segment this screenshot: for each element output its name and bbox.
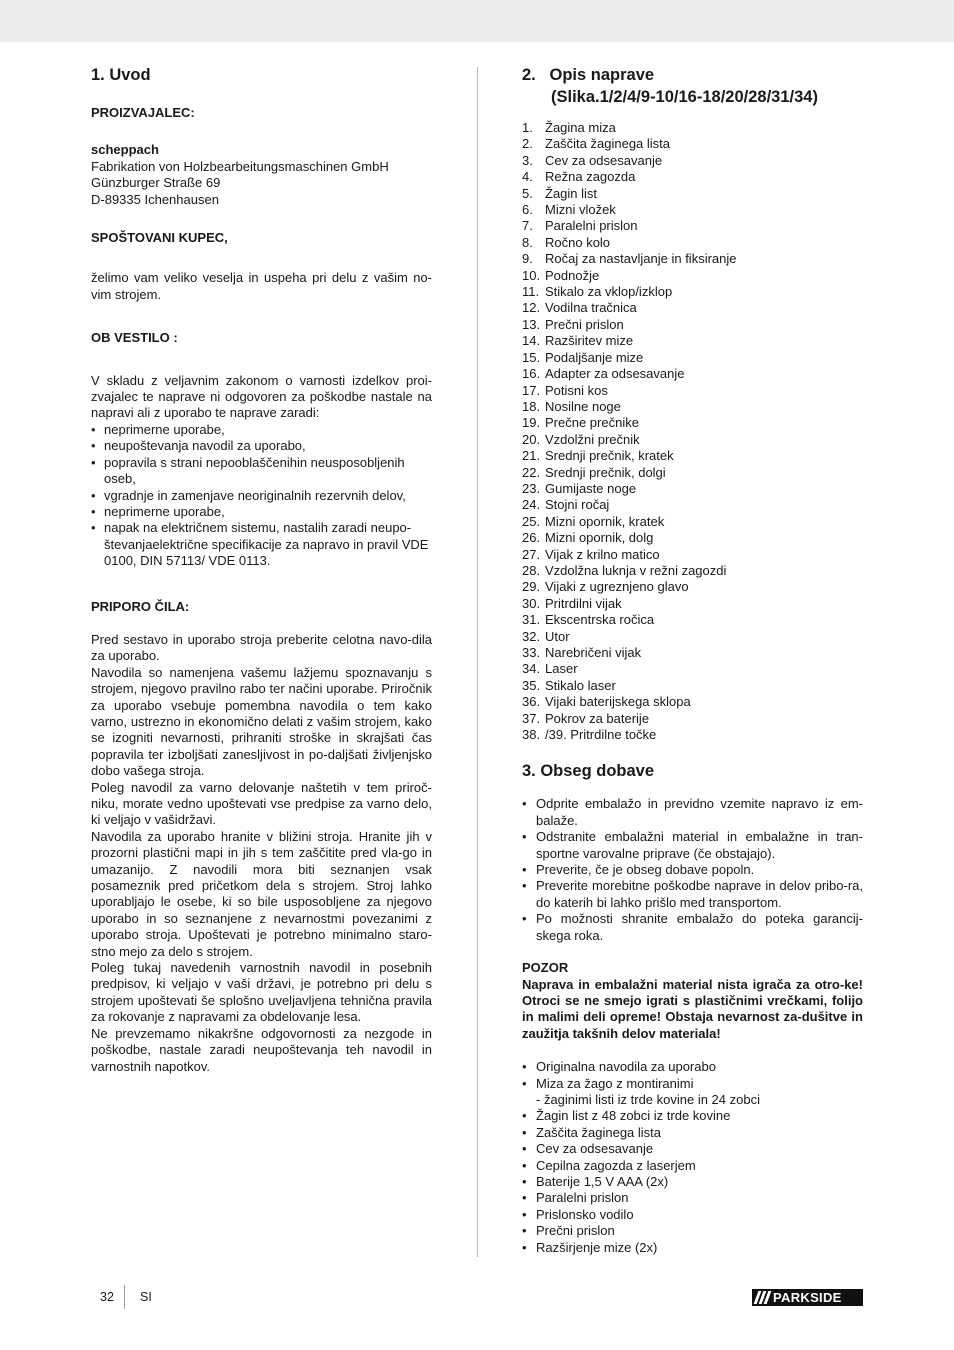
list-item: • Odprite embalažo in previdno vzemite napravo iz em-balaže. bbox=[522, 796, 863, 829]
part-item bbox=[522, 514, 863, 530]
part-label: Vodilna tračnica bbox=[545, 300, 637, 316]
part-number: 13. bbox=[522, 316, 541, 332]
page-footer bbox=[0, 1285, 954, 1311]
left-column bbox=[91, 64, 432, 1075]
part-label: Stikalo za vklop/izklop bbox=[545, 284, 673, 300]
unpacking-steps bbox=[522, 796, 863, 944]
part-number: 28. bbox=[522, 562, 541, 578]
liability-list bbox=[91, 422, 432, 570]
part-number: 4. bbox=[522, 169, 533, 185]
part-number: 29. bbox=[522, 579, 541, 595]
part-number: 11. bbox=[522, 284, 540, 300]
list-item: • Zaščita žaginega lista bbox=[522, 1125, 863, 1141]
section-heading-intro: 1. Uvod bbox=[91, 66, 151, 84]
part-item bbox=[522, 579, 863, 595]
list-item: • Prislonsko vodilo bbox=[522, 1207, 863, 1223]
part-label: Pokrov za baterije bbox=[545, 710, 650, 726]
part-item bbox=[522, 186, 863, 202]
part-label: Pritrdilni vijak bbox=[545, 595, 622, 611]
part-number: 8. bbox=[522, 234, 533, 250]
right-column bbox=[522, 64, 863, 1256]
part-label: Mizni opornik, kratek bbox=[545, 513, 665, 529]
list-item: • Žagin list z 48 zobci iz trde kovine bbox=[522, 1108, 863, 1124]
part-number: 38. bbox=[522, 727, 541, 743]
list-item: • popravila s strani nepooblaščenihin neusposobljenih oseb, bbox=[91, 455, 432, 488]
part-label: Vijaki z ugreznjeno glavo bbox=[545, 579, 689, 595]
part-label: Ročno kolo bbox=[545, 234, 611, 250]
part-item bbox=[522, 678, 863, 694]
part-number: 34. bbox=[522, 661, 541, 677]
part-label: Mizni vložek bbox=[545, 202, 616, 218]
part-item bbox=[522, 563, 863, 579]
part-item bbox=[522, 383, 863, 399]
paragraph: Pred sestavo in uporabo stroja preberite celotna navo-dila za uporabo. bbox=[91, 631, 432, 664]
part-label: Stikalo laser bbox=[545, 677, 616, 693]
part-item bbox=[522, 645, 863, 661]
part-item bbox=[522, 333, 863, 349]
part-item bbox=[522, 694, 863, 710]
part-item bbox=[522, 711, 863, 727]
list-item: • vgradnje in zamenjave neoriginalnih rezervnih delov, bbox=[91, 488, 432, 504]
logo-stripes-icon bbox=[756, 1291, 769, 1304]
list-item: • Preverite morebitne poškodbe naprave in delov pribo-ra, do katerih bi lahko prišlo med transportom. bbox=[522, 878, 863, 911]
part-label: Nosilne noge bbox=[545, 398, 621, 414]
part-label: Narebričeni vijak bbox=[545, 645, 642, 660]
list-item-text: Miza za žago z montiranimi bbox=[536, 1075, 694, 1091]
part-number: 33. bbox=[522, 645, 541, 660]
part-number: 25. bbox=[522, 513, 541, 529]
part-item bbox=[522, 169, 863, 185]
part-item bbox=[522, 300, 863, 316]
list-item: • Cepilna zagozda z laserjem bbox=[522, 1158, 863, 1174]
part-label: Cev za odsesavanje bbox=[545, 152, 663, 168]
paragraph: Navodila so namenjena vašemu lažjemu spoznavanju s strojem, njegovo pravilno rabo ter načini uporabe. Priročnik za uporabo vsebuje pomembna navodila o tem kako varno, ustrezno in ekonomično delati z vašim strojem, kako se izogniti nevarnosti, prihraniti stroške in skrajšati čas popravila ter izboljšati zanesljivost in po-daljšati življenjsko dobo vašega stroja. bbox=[91, 664, 432, 779]
part-number: 17. bbox=[522, 382, 541, 398]
greeting-text: želimo vam veliko veselja in uspeha pri delu z vašim no-vim strojem. bbox=[91, 270, 432, 302]
brand-name: PARKSIDE bbox=[773, 1290, 842, 1305]
part-number: 24. bbox=[522, 497, 541, 513]
part-label: /39. Pritrdilne točke bbox=[545, 727, 657, 743]
part-number: 32. bbox=[522, 628, 541, 644]
part-item bbox=[522, 251, 863, 267]
greeting-heading: SPOŠTOVANI KUPEC, bbox=[91, 230, 228, 246]
notice-text: V skladu z veljavnim zakonom o varnosti izdelkov proi-zvajalec te naprave ni odgovoren za poškodbe nastale na napravi ali z uporabo te naprave zaradi: bbox=[91, 372, 432, 421]
part-label: Žagin list bbox=[545, 185, 598, 201]
part-item bbox=[522, 235, 863, 251]
part-label: Ekscentrska ročica bbox=[545, 612, 655, 628]
paragraph: Poleg navodil za varno delovanje naštetih v tem priroč-niku, morate vedno upoštevati vse predpise za varno delo, ki veljajo v vašidržavi. bbox=[91, 779, 432, 828]
list-item: • Razširjenje mize (2x) bbox=[522, 1240, 863, 1256]
list-item: • Paralelni prislon bbox=[522, 1190, 863, 1206]
part-number: 10. bbox=[522, 267, 541, 283]
page-number: 32 bbox=[100, 1290, 114, 1304]
part-item bbox=[522, 153, 863, 169]
part-label: Gumijaste noge bbox=[545, 480, 637, 496]
part-item bbox=[522, 268, 863, 284]
part-number: 16. bbox=[522, 366, 541, 382]
part-item bbox=[522, 317, 863, 333]
part-label: Vijaki baterijskega sklopa bbox=[545, 694, 691, 710]
part-item bbox=[522, 661, 863, 677]
part-label: Prečne prečnike bbox=[545, 415, 639, 431]
list-item bbox=[522, 1076, 863, 1109]
part-label: Žagina miza bbox=[545, 120, 616, 135]
part-item bbox=[522, 432, 863, 448]
company-name: scheppach bbox=[91, 142, 159, 158]
part-number: 23. bbox=[522, 480, 541, 496]
part-item bbox=[522, 399, 863, 415]
part-number: 5. bbox=[522, 185, 533, 201]
part-label: Adapter za odsesavanje bbox=[545, 366, 685, 382]
list-item: • neprimerne uporabe, bbox=[91, 422, 432, 438]
part-item bbox=[522, 727, 863, 743]
list-item: • neprimerne uporabe, bbox=[91, 504, 432, 520]
part-label: Mizni opornik, dolg bbox=[545, 530, 654, 546]
part-number: 20. bbox=[522, 431, 541, 447]
part-label: Podaljšanje mize bbox=[545, 349, 644, 365]
column-divider bbox=[477, 67, 478, 1257]
address-line-2: Günzburger Straße 69 bbox=[91, 175, 221, 191]
list-item: • Originalna navodila za uporabo bbox=[522, 1059, 863, 1075]
part-item bbox=[522, 218, 863, 234]
list-item: • neupoštevanja navodil za uporabo, bbox=[91, 438, 432, 454]
paragraph: Poleg tukaj navedenih varnostnih navodil in posebnih predpisov, ki veljajo v vaši državi, je potrebno pri delu s strojem upoštevati še splošno uveljavljena tehnična pravila za rokovanje z napravami za obdelovanje lesa. bbox=[91, 960, 432, 1025]
paragraph: Navodila za uporabo hranite v bližini stroja. Hranite jih v prozorni plastični mapi in jih s tem zaščitite pred vla-go in umazanijo. Z navodili mora biti seznanjen vsak posameznik pred pričetkom dela s strojem. Stroj lahko uporabljajo le osebe, ki so bile usposobljene za njegovo uporabo in so seznanjene z nevarnostmi povezanimi z uporabo stroja. Upoštevati je potrebno minimalno staro-stno mejo za delo s strojem. bbox=[91, 828, 432, 959]
section-heading-figures: (Slika.1/2/4/9-10/16-18/20/28/31/34) bbox=[551, 88, 818, 106]
list-item-subline: - žaginimi listi iz trde kovine in 24 zobci bbox=[536, 1091, 760, 1107]
part-label: Zaščita žaginega lista bbox=[545, 136, 671, 152]
part-label: Vzdolžni prečnik bbox=[545, 431, 640, 447]
part-number: 27. bbox=[522, 546, 541, 562]
part-number: 30. bbox=[522, 595, 541, 611]
part-item bbox=[522, 202, 863, 218]
part-item bbox=[522, 465, 863, 481]
list-item: • Baterije 1,5 V AAA (2x) bbox=[522, 1174, 863, 1190]
parts-list bbox=[522, 120, 863, 743]
part-label: Ročaj za nastavljanje in fiksiranje bbox=[545, 251, 737, 267]
language-code: SI bbox=[140, 1290, 152, 1304]
top-header-band bbox=[0, 0, 954, 42]
part-label: Režna zagozda bbox=[545, 169, 636, 185]
list-item: • Po možnosti shranite embalažo do poteka garancij-skega roka. bbox=[522, 911, 863, 944]
list-item: • napak na električnem sistemu, nastalih zaradi neupo-števanjaelektrične specifikacije za napravo in pravil VDE 0100, DIN 57113/ VDE 0113. bbox=[91, 520, 432, 569]
part-label: Utor bbox=[545, 628, 570, 644]
paragraph: Ne prevzemamo nikakršne odgovornosti za nezgode in poškodbe, nastale zaradi neupoštevanja teh navodil in varnostnih napotkov. bbox=[91, 1025, 432, 1074]
part-number: 19. bbox=[522, 415, 541, 431]
part-number: 35. bbox=[522, 677, 541, 693]
part-item bbox=[522, 547, 863, 563]
list-item: • Cev za odsesavanje bbox=[522, 1141, 863, 1157]
part-number: 7. bbox=[522, 218, 533, 234]
part-item bbox=[522, 497, 863, 513]
part-number: 36. bbox=[522, 694, 541, 710]
part-label: Razširitev mize bbox=[545, 333, 634, 349]
part-item bbox=[522, 629, 863, 645]
part-item bbox=[522, 415, 863, 431]
part-item bbox=[522, 448, 863, 464]
part-label: Paralelni prislon bbox=[545, 218, 638, 234]
footer-separator bbox=[124, 1285, 125, 1309]
part-number: 37. bbox=[522, 710, 541, 726]
part-number: 6. bbox=[522, 202, 533, 218]
section-heading-description: 2. Opis naprave bbox=[522, 66, 655, 84]
part-item bbox=[522, 481, 863, 497]
part-number: 15. bbox=[522, 349, 541, 365]
part-label: Prečni prislon bbox=[545, 316, 624, 332]
address-line-1: Fabrikation von Holzbearbeitungsmaschinen GmbH bbox=[91, 158, 389, 174]
list-item: • Preverite, če je obseg dobave popoln. bbox=[522, 862, 863, 878]
part-number: 26. bbox=[522, 530, 541, 546]
address-line-3: D-89335 Ichenhausen bbox=[91, 191, 219, 207]
part-number: 2. bbox=[522, 136, 533, 152]
part-item bbox=[522, 596, 863, 612]
part-number: 31. bbox=[522, 612, 541, 628]
part-number: 14. bbox=[522, 333, 541, 349]
part-number: 18. bbox=[522, 398, 541, 414]
part-number: 21. bbox=[522, 448, 541, 464]
recommendation-heading: PRIPORO ČILA: bbox=[91, 598, 190, 614]
part-item bbox=[522, 120, 863, 136]
list-item: • Odstranite embalažni material in embalažne in tran-sportne varovalne priprave (če obstajajo). bbox=[522, 829, 863, 862]
brand-logo bbox=[752, 1289, 863, 1306]
part-item bbox=[522, 366, 863, 382]
section-heading-scope: 3. Obseg dobave bbox=[522, 762, 655, 781]
part-item bbox=[522, 350, 863, 366]
part-label: Vzdolžna luknja v režni zagozdi bbox=[545, 562, 727, 578]
part-label: Podnožje bbox=[545, 267, 600, 283]
part-label: Vijak z krilno matico bbox=[545, 546, 660, 562]
manufacturer-label: PROIZVAJALEC: bbox=[91, 105, 195, 120]
delivery-contents bbox=[522, 1059, 863, 1256]
part-label: Laser bbox=[545, 661, 578, 677]
notice-heading: OB VESTILO : bbox=[91, 330, 178, 346]
recommendation-body bbox=[91, 632, 432, 1075]
part-label: Potisni kos bbox=[545, 382, 608, 398]
warning-text: Naprava in embalažni material nista igrača za otro-ke! Otroci se ne smejo igrati s plastičnimi vrečkami, folijo in malimi deli opreme! Obstaja nevarnost za-dušitve in zaužitja takšnih delov materiala! bbox=[522, 976, 863, 1041]
part-label: Stojni ročaj bbox=[545, 497, 610, 513]
part-number: 9. bbox=[522, 251, 533, 267]
part-number: 12. bbox=[522, 300, 541, 316]
part-item bbox=[522, 136, 863, 152]
list-item: • Prečni prislon bbox=[522, 1223, 863, 1239]
part-item bbox=[522, 612, 863, 628]
part-label: Srednji prečnik, dolgi bbox=[545, 464, 666, 480]
part-item bbox=[522, 284, 863, 300]
part-item bbox=[522, 530, 863, 546]
part-label: Srednji prečnik, kratek bbox=[545, 448, 674, 464]
warning-title: POZOR bbox=[522, 960, 569, 976]
part-number: 22. bbox=[522, 464, 541, 480]
part-number: 3. bbox=[522, 152, 533, 168]
part-number: 1. bbox=[522, 120, 533, 135]
